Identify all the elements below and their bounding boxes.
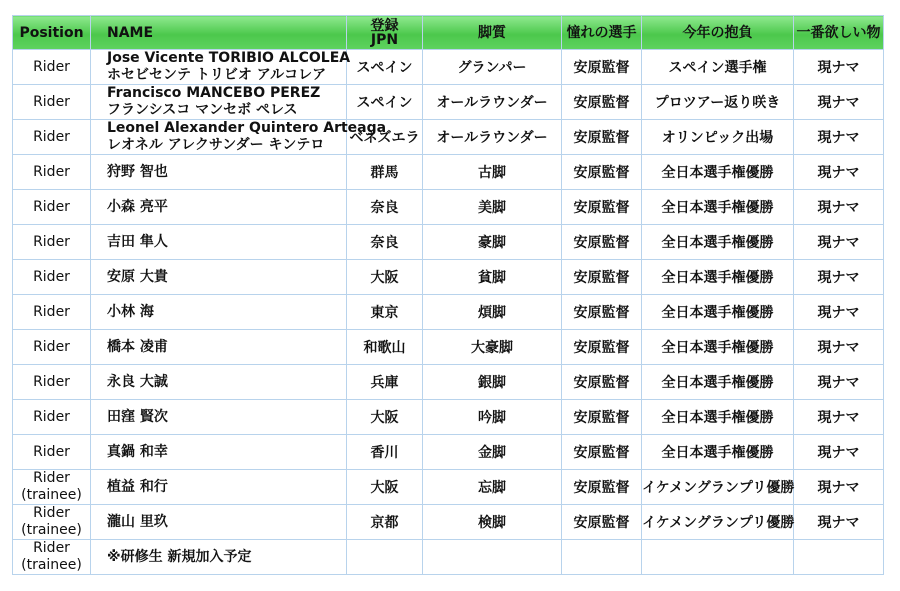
cell-position — [13, 330, 91, 365]
cell-position — [13, 260, 91, 295]
table-row — [13, 330, 884, 365]
cell-goal: オリンピック出場 — [642, 120, 794, 155]
cell-name — [91, 470, 347, 505]
table-row — [13, 50, 884, 85]
cell-leg-type: 煩脚 — [423, 295, 562, 330]
header-position: Position — [13, 16, 91, 50]
cell-position — [13, 400, 91, 435]
cell-name — [91, 155, 347, 190]
cell-registration: スペイン — [347, 50, 423, 85]
cell-registration — [347, 540, 423, 575]
name-primary: 橋本 凌甫 — [107, 338, 168, 355]
table-row — [13, 400, 884, 435]
cell-name — [91, 330, 347, 365]
cell-want: 現ナマ — [794, 85, 884, 120]
roster-table — [12, 15, 884, 575]
cell-position — [13, 50, 91, 85]
header-idol: 憧れの選手 — [562, 16, 642, 50]
cell-registration: 香川 — [347, 435, 423, 470]
cell-idol: 安原監督 — [562, 120, 642, 155]
header-registration — [347, 16, 423, 50]
header-row — [13, 16, 884, 50]
cell-position — [13, 225, 91, 260]
cell-leg-type: グランパー — [423, 50, 562, 85]
name-primary: 田窪 賢次 — [107, 408, 168, 425]
cell-idol: 安原監督 — [562, 260, 642, 295]
cell-leg-type: 忘脚 — [423, 470, 562, 505]
cell-idol — [562, 540, 642, 575]
cell-want: 現ナマ — [794, 155, 884, 190]
cell-registration: ベネズエラ — [347, 120, 423, 155]
cell-want: 現ナマ — [794, 435, 884, 470]
cell-registration: 奈良 — [347, 190, 423, 225]
header-registration-line2: JPN — [370, 31, 399, 48]
cell-want: 現ナマ — [794, 470, 884, 505]
position-label: Rider — [33, 303, 70, 320]
cell-registration: 東京 — [347, 295, 423, 330]
cell-leg-type: 貧脚 — [423, 260, 562, 295]
cell-leg-type: 検脚 — [423, 505, 562, 540]
position-sub-label: (trainee) — [21, 487, 82, 503]
cell-goal: 全日本選手権優勝 — [642, 190, 794, 225]
cell-position — [13, 120, 91, 155]
cell-idol: 安原監督 — [562, 155, 642, 190]
position-label: Rider — [33, 338, 70, 355]
table-row — [13, 365, 884, 400]
name-primary: 小森 亮平 — [107, 198, 168, 215]
position-label: Rider — [33, 540, 70, 556]
table-row — [13, 190, 884, 225]
position-label: Rider — [33, 373, 70, 390]
table-row — [13, 225, 884, 260]
header-name: NAME — [91, 16, 347, 50]
cell-want: 現ナマ — [794, 505, 884, 540]
cell-position — [13, 295, 91, 330]
table-row — [13, 260, 884, 295]
cell-name — [91, 505, 347, 540]
cell-want — [794, 540, 884, 575]
table-body — [13, 50, 884, 575]
cell-position — [13, 365, 91, 400]
name-primary: 永良 大誠 — [107, 373, 168, 390]
cell-idol: 安原監督 — [562, 505, 642, 540]
cell-want: 現ナマ — [794, 225, 884, 260]
cell-name — [91, 190, 347, 225]
cell-leg-type — [423, 540, 562, 575]
name-katakana: レオネル アレクサンダー キンテロ — [107, 137, 325, 153]
cell-want: 現ナマ — [794, 190, 884, 225]
cell-want: 現ナマ — [794, 365, 884, 400]
cell-position — [13, 155, 91, 190]
cell-want: 現ナマ — [794, 260, 884, 295]
position-label: Rider — [33, 128, 70, 145]
cell-registration: スペイン — [347, 85, 423, 120]
cell-position — [13, 470, 91, 505]
cell-want: 現ナマ — [794, 400, 884, 435]
cell-leg-type: 吟脚 — [423, 400, 562, 435]
name-primary: ※研修生 新規加入予定 — [107, 548, 252, 565]
cell-name — [91, 50, 351, 85]
position-label: Rider — [33, 470, 70, 486]
name-primary: 狩野 智也 — [107, 163, 168, 180]
table-row — [13, 120, 884, 155]
cell-registration: 和歌山 — [347, 330, 423, 365]
cell-idol: 安原監督 — [562, 225, 642, 260]
cell-idol: 安原監督 — [562, 295, 642, 330]
cell-name — [91, 295, 347, 330]
position-label: Rider — [33, 233, 70, 250]
table-row — [13, 295, 884, 330]
cell-goal: イケメングランプリ優勝 — [642, 505, 794, 540]
cell-goal: 全日本選手権優勝 — [642, 400, 794, 435]
cell-leg-type: 金脚 — [423, 435, 562, 470]
cell-leg-type: オールラウンダー — [423, 120, 562, 155]
table-row — [13, 505, 884, 540]
cell-idol: 安原監督 — [562, 330, 642, 365]
position-label: Rider — [33, 163, 70, 180]
table-header — [13, 16, 884, 50]
cell-leg-type: オールラウンダー — [423, 85, 562, 120]
table-row — [13, 435, 884, 470]
cell-goal — [642, 540, 794, 575]
cell-name — [91, 225, 347, 260]
cell-goal: 全日本選手権優勝 — [642, 260, 794, 295]
cell-idol: 安原監督 — [562, 365, 642, 400]
cell-leg-type: 美脚 — [423, 190, 562, 225]
cell-name — [91, 435, 347, 470]
name-primary: 植益 和行 — [107, 478, 168, 495]
table-row — [13, 155, 884, 190]
cell-name — [91, 365, 347, 400]
name-primary: Leonel Alexander Quintero Arteaga — [107, 120, 387, 136]
cell-idol: 安原監督 — [562, 50, 642, 85]
table-row — [13, 540, 884, 575]
cell-goal: 全日本選手権優勝 — [642, 225, 794, 260]
cell-name — [91, 260, 347, 295]
position-label: Rider — [33, 58, 70, 75]
name-primary: 小林 海 — [107, 303, 154, 320]
cell-name — [91, 540, 347, 575]
cell-goal: 全日本選手権優勝 — [642, 365, 794, 400]
cell-idol: 安原監督 — [562, 400, 642, 435]
table-row — [13, 85, 884, 120]
header-leg-type: 脚質 — [423, 16, 562, 50]
cell-registration: 兵庫 — [347, 365, 423, 400]
cell-want: 現ナマ — [794, 295, 884, 330]
header-want: 一番欲しい物 — [794, 16, 884, 50]
position-label: Rider — [33, 505, 70, 521]
cell-leg-type: 豪脚 — [423, 225, 562, 260]
cell-name — [91, 85, 347, 120]
position-sub-label: (trainee) — [21, 557, 82, 573]
name-primary: 瀧山 里玖 — [107, 513, 168, 530]
cell-leg-type: 大豪脚 — [423, 330, 562, 365]
cell-goal: プロツアー返り咲き — [642, 85, 794, 120]
cell-want: 現ナマ — [794, 330, 884, 365]
header-goal: 今年の抱負 — [642, 16, 794, 50]
position-sub-label: (trainee) — [21, 522, 82, 538]
cell-registration: 大阪 — [347, 470, 423, 505]
cell-goal: 全日本選手権優勝 — [642, 435, 794, 470]
position-label: Rider — [33, 268, 70, 285]
cell-position — [13, 540, 91, 575]
cell-registration: 大阪 — [347, 260, 423, 295]
position-label: Rider — [33, 198, 70, 215]
cell-position — [13, 505, 91, 540]
table-row — [13, 470, 884, 505]
cell-position — [13, 435, 91, 470]
header-registration-line1: 登録 — [370, 17, 399, 34]
name-katakana: フランシスコ マンセボ ペレス — [107, 102, 298, 118]
name-katakana: ホセビセンテ トリビオ アルコレア — [107, 67, 327, 83]
position-label: Rider — [33, 93, 70, 110]
name-primary: Jose Vicente TORIBIO ALCOLEA — [107, 50, 351, 66]
cell-want: 現ナマ — [794, 120, 884, 155]
cell-leg-type: 銀脚 — [423, 365, 562, 400]
cell-registration: 大阪 — [347, 400, 423, 435]
cell-goal: イケメングランプリ優勝 — [642, 470, 794, 505]
cell-position — [13, 190, 91, 225]
name-primary: Francisco MANCEBO PEREZ — [107, 85, 321, 101]
cell-idol: 安原監督 — [562, 190, 642, 225]
cell-registration: 奈良 — [347, 225, 423, 260]
name-primary: 真鍋 和幸 — [107, 443, 168, 460]
name-primary: 安原 大貴 — [107, 268, 168, 285]
cell-registration: 群馬 — [347, 155, 423, 190]
cell-idol: 安原監督 — [562, 435, 642, 470]
cell-idol: 安原監督 — [562, 85, 642, 120]
cell-goal: 全日本選手権優勝 — [642, 330, 794, 365]
cell-goal: 全日本選手権優勝 — [642, 155, 794, 190]
cell-position — [13, 85, 91, 120]
cell-goal: スペイン選手権 — [642, 50, 794, 85]
cell-leg-type: 古脚 — [423, 155, 562, 190]
roster-sheet — [12, 15, 884, 575]
cell-registration: 京都 — [347, 505, 423, 540]
cell-want: 現ナマ — [794, 50, 884, 85]
cell-goal: 全日本選手権優勝 — [642, 295, 794, 330]
position-label: Rider — [33, 408, 70, 425]
cell-idol: 安原監督 — [562, 470, 642, 505]
cell-name — [91, 400, 347, 435]
position-label: Rider — [33, 443, 70, 460]
name-primary: 吉田 隼人 — [107, 233, 168, 250]
